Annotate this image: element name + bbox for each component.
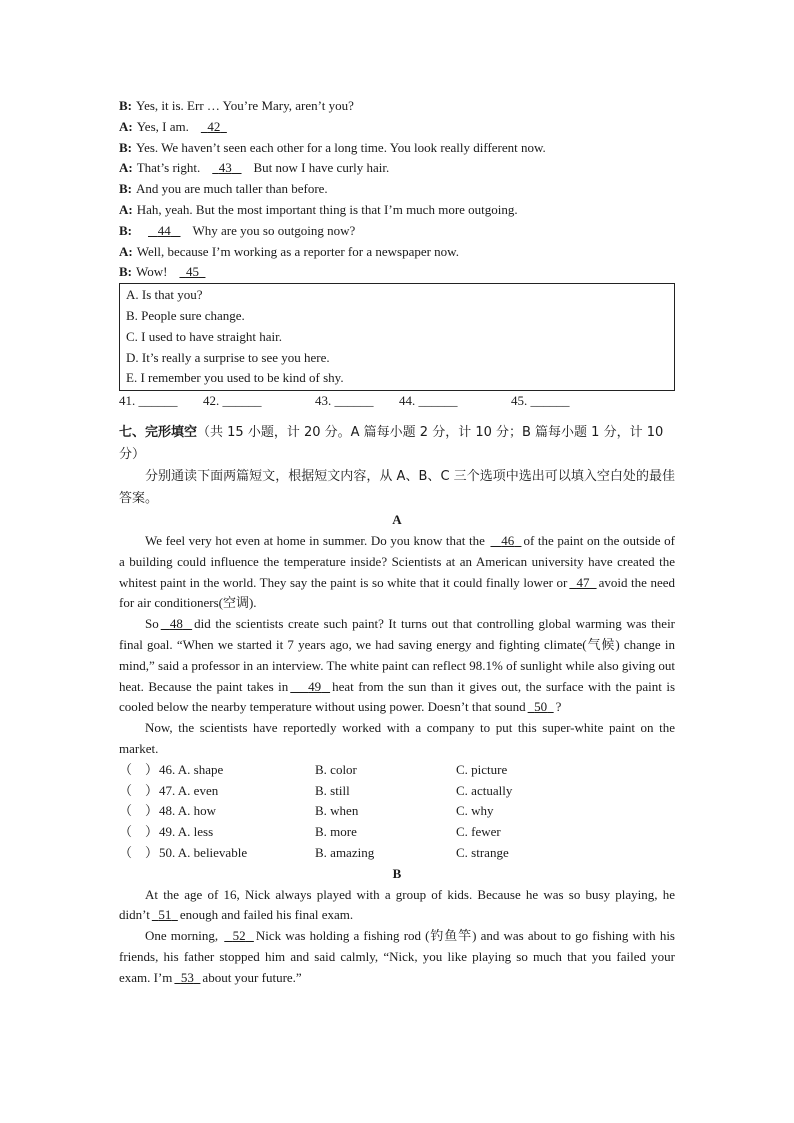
answer-blank[interactable]: 53 [180,969,194,985]
passage-a-paragraph: We feel very hot even at home in summer. Do you know that the 46 of the paint on the outside of a building could influence the temperature inside? Scientists at an American university have created the whitest paint in the world. They say the paint is so white that it could finally lower or 47 avoid the need for air conditioners(空调). [119,532,676,611]
dialogue-line: A: Hah, yeah. But the most important thing is that I’m much more outgoing. [119,201,518,217]
dialogue-line: B: Yes. We haven’t seen each other for a long time. You look really different now. [119,139,546,155]
answer-blank[interactable]: 46 [501,532,515,548]
dialogue-line: A: Well, because I’m working as a reporter for a newspaper now. [119,243,459,259]
answer-blank[interactable]: 47 [576,574,590,590]
answer-slot-44[interactable]: 44. ______ [399,393,458,409]
question-row: （ ） 49. A. less B. more C. fewer [119,824,501,840]
passage-a-paragraph: So 48 did the scientists create such paint? It turns out that controlling global warming was their final goal. “When we started it 7 years ago, we had saving energy and fighting climate(气候) change in mind,” said a professor in an interview. The white paint can reflect 98.1% of sunlight while also giving out heat. Because the paint takes in 49 heat from the sun than it gives out, the surface with the paint is cooled below the nearby temperature without using power. Doesn’t that sound 50 ? [119,616,676,715]
option-item: E. I remember you used to be kind of shy. [126,370,344,386]
passage-b-paragraph: One morning, 52 Nick was holding a fishing rod (钓鱼竿) and was about to go fishing with his friends, his father stopped him and said calmly, “Nick, you like playing so much that you failed your exam. I’m 53 about your future.” [119,928,675,985]
question-row: （ ） 46. A. shape B. color C. picture [119,761,508,777]
dialogue-line: A: That’s right. 43 But now I have curly hair. [119,160,390,176]
answer-blank[interactable]: 48 [169,616,183,632]
answer-blank[interactable]: 43 [218,160,232,176]
answer-blank[interactable]: 42 [207,118,221,134]
answer-row [119,391,675,413]
answer-slot-43[interactable]: 43. ______ [315,393,374,409]
option-item: B. People sure change. [126,307,245,323]
answer-blank[interactable]: 45 [185,264,199,280]
question-list-a [119,760,675,864]
dialogue-line: B: 44 Why are you so outgoing now? [119,222,356,238]
answer-slot-45[interactable]: 45. ______ [511,393,570,409]
dialogue-line: B: And you are much taller than before. [119,181,328,197]
question-row: （ ） 50. A. believable B. amazing C. strange [119,844,509,860]
passage-b-paragraph: At the age of 16, Nick always played with a group of kids. Because he was so busy playing, he didn’t 51 enough and failed his final exam. [119,886,675,923]
passage-a-title: A [392,512,402,528]
question-row: （ ） 48. A. how B. when C. why [119,803,494,819]
question-row: （ ） 47. A. even B. still C. actually [119,782,513,798]
dialogue-line: A: Yes, I am. 42 [119,117,675,138]
passage-b-title: B [392,865,402,881]
answer-blank[interactable]: 52 [232,928,246,944]
answer-slot-41[interactable]: 41. ______ [119,393,178,409]
section-instruction: 分别通读下面两篇短文，根据短文内容，从 A、B、C 三个选项中选出可以填入空白处的最佳答案。 [119,469,675,507]
answer-blank[interactable]: 50 [534,699,548,715]
dialogue-line: B: Yes, it is. Err … You’re Mary, aren’t you? [119,98,354,113]
exam-page [119,96,675,988]
section-heading: 七、完形填空（共 15 小题，计 20 分。A 篇每小题 2 分，计 10 分；B 篇每小题 1 分，计 10 分） [119,425,664,463]
option-item: A. Is that you? [126,287,203,303]
option-item: C. I used to have straight hair. [126,328,282,344]
answer-blank[interactable]: 44 [157,222,171,238]
answer-blank[interactable]: 49 [308,678,322,694]
dialogue [119,96,675,283]
option-item: D. It’s really a surprise to see you here. [126,349,330,365]
passage-a-paragraph: Now, the scientists have reportedly worked with a company to put this super-white paint on the market. [119,720,675,756]
answer-slot-42[interactable]: 42. ______ [203,393,262,409]
dialogue-line: B: Wow! 45 [119,262,675,283]
options-box [119,283,675,391]
answer-blank[interactable]: 51 [158,907,172,923]
